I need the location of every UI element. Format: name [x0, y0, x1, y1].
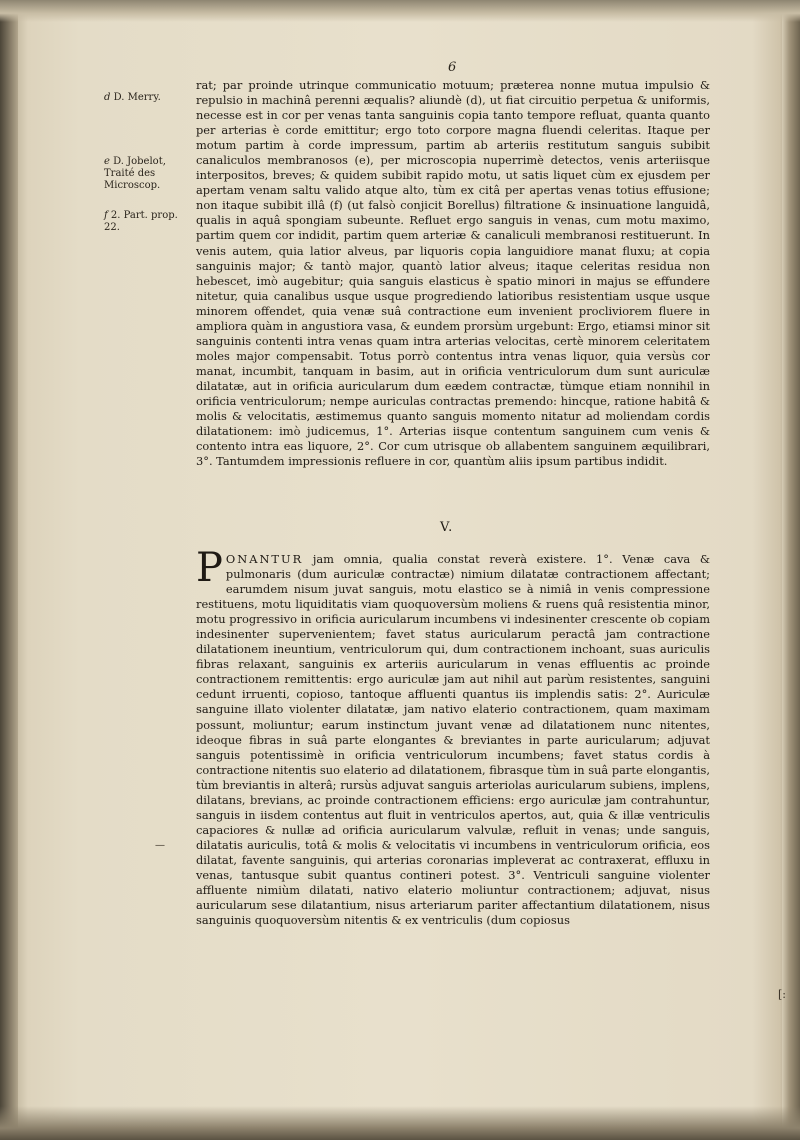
- paragraph-text: rat; par proinde utrinque communicatio motuum; præterea nonne mutua impulsio & repulsio in machinâ perenni æqualis? aliundè (d), ut fiat circuitio perpetua & uniformis, necesse est in cor per venas tanta sanguinis copia tanto tempore refluat, quanta quanto per arterias è corde emittitur; ergo toto corpore magna fluendi celeritas. Itaque per motum partim à corde impressum, partim ab arteriis restitutum sanguis subibit canaliculos membranosos (e), per microscopia nuperrimè detectos, venis arteriisque interpositos, breves; & quidem subibit rapido motu, ut satis liquet cùm ex ejusdem per apertam venam saltu valido atque alto, tùm ex citâ per apertas venas totius effusione; non itaque subibit illâ (f) (ut falsò conjicit Borellus) filtratione & insinuatione languidâ, qualis in aquâ spongiam subeunte. Refluet ergo sanguis in venas, cum motu maximo, partim quem cor indidit, partim quem arteriæ & canaliculi membranosi restituerunt. In venis autem, quia latior alveus, par liquoris copia languidiore manat fluxu; at copia sanguinis major; & tantò major, quantò latior alveus; itaque celeritas residua non hebescet, imò augebitur; quia sanguis elasticus è spatio minori in majus se effundere nitetur, quia canalibus usque usque progrediendo latioribus resistentiam usque usque minorem offendet, quia venæ suâ contractione eum invenient procliviorem fluere in ampliora quàm in angustiora vasa, & eundem prorsùm urgebunt: Ergo, etiamsi minor sit sanguinis contenti intra venas quam intra arterias velocitas, certè minorem celeritatem moles major compensabit. Totus porrò contentus intra venas liquor, quia versùs cor manat, incumbit, tanquam in basim, aut in orificia ventriculorum dum sunt auriculæ dilatatæ, aut in orificia auricularum dum eædem contractæ, tùmque etiam nonnihil in orificia ventriculorum; nempe auriculas contractas premendo: hincque, ratione habitâ & molis & velocitatis, æstimemus quanto sanguis momento nitatur ad moliendam cordis dilatationem: imò judicemus, 1°. Arterias iisque contentum sanguinem cum venis & contento intra eas liquore, 2°. Cor cum utrisque ob allabentem sanguinem æquilibrari, 3°. Tantumdem impressionis refluere in cor, quantùm aliis ipsum partibus indidit.: [196, 78, 710, 469]
- edge-bracket: [:: [778, 988, 786, 1001]
- note-marker: e: [104, 156, 110, 167]
- note-marker: d: [104, 92, 111, 103]
- margin-notes: [104, 92, 196, 234]
- drop-cap: P: [196, 545, 223, 591]
- body-paragraph-1: [196, 78, 710, 469]
- note-text: D. Merry.: [113, 92, 161, 103]
- top-page-edge: [0, 0, 800, 22]
- margin-dash: —: [155, 840, 165, 851]
- paragraph-text: [196, 545, 710, 928]
- right-page-edge: [782, 0, 800, 1140]
- paragraph-body: jam omnia, qualia constat reverà existere. 1°. Venæ cava & pulmonaris (dum auriculæ contractæ) nimium dilatatæ contractionem affectant; earumdem nisum juvat sanguis, motu elastico se à nimiâ in venis compressione restituens, motu liquiditatis viam quoquoversùm moliens & ruens quâ resistentia minor, motu progressivo in orificia auricularum incumbens vi indesinenter crescente ob copiam indesinenter supervenientem; favet status auricularum peractâ jam contractione dilatationem ineuntium, ventriculorum qui, dum contractionem inchoant, suas auriculis fibras relaxant, sanguinis ex arteriis auricularum in venas effluentis ac proinde contractionem remittentis: ergo auriculæ jam aut nihil aut parùm resistentes, sanguini cedunt irruenti, copioso, tantoque affluenti quantus iis implendis satis: 2°. Auriculæ sanguine illato violenter dilatatæ, jam nativo elaterio contractionem, quam maximam possunt, moliuntur; earum instinctum juvant venæ ad dilatationem nunc nitentes, ideoque fibras in suâ parte elongantes & breviantes in parte auricularum; adjuvat sanguis potentissimè in orificia ventriculorum incumbens; favet status cordis à contractione nitentis suo elaterio ad dilatationem, fibrasque tùm in suâ parte elongantis, tùm breviantis in alterâ; rursùs adjuvat sanguis arteriolas auricularum subiens, implens, dilatans, brevians, ac proinde contractionem efficiens: ergo auriculæ jam contrahuntur, sanguis in iisdem contentus aut fluit in ventriculos apertos, aut, quia & illæ ventriculis capaciores & nullæ ad orificia auricularum valvulæ, refluit in venas; unde sanguis, dilatatis auriculis, totâ & molis & velocitatis vi incumbens in ventriculorum orificia, eos dilatat, favente sanguinis, qui arterias coronarias impleverat ac contraxerat, effluxu in venas, tantusque subit quantus contineri potest. 3°. Ventriculi sanguine violenter affluente nimiùm dilatati, nativo elaterio moliuntur contractionem; adjuvat, nisus auricularum sese dilatantium, nisus arteriarum pariter affectantium dilatationem, nisus sanguinis quoquoversùm nitentis & ex ventriculis (dum copiosus: [196, 552, 710, 928]
- section-heading: V.: [440, 520, 454, 535]
- note-marker: f: [104, 210, 108, 221]
- margin-note-e: [104, 156, 196, 192]
- bottom-page-edge: [0, 1106, 800, 1140]
- margin-note-f: [104, 210, 196, 234]
- note-text: D. Jobelot, Traité des Microscop.: [104, 156, 166, 191]
- margin-note-d: [104, 92, 196, 104]
- page-number: 6: [448, 60, 457, 75]
- lead-word: ONANTUR: [225, 552, 304, 566]
- note-text: 2. Part. prop. 22.: [104, 210, 178, 233]
- book-spine-shadow: [0, 0, 18, 1140]
- body-paragraph-2: [196, 545, 710, 928]
